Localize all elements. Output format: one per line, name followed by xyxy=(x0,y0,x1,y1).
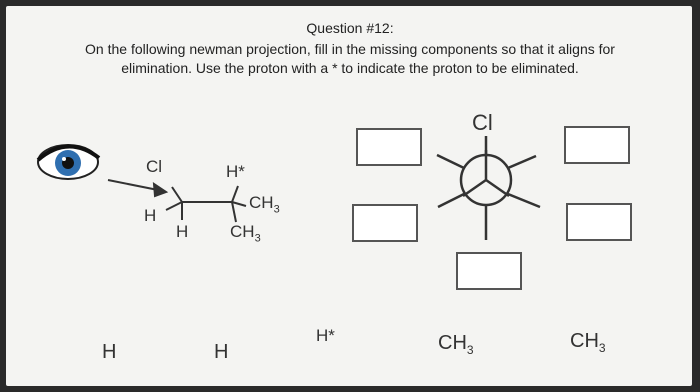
instruction-line-2: elimination. Use the proton with a * to indicate the proton to be eliminated. xyxy=(121,60,579,76)
drop-box-back-lower-left[interactable] xyxy=(352,204,418,242)
drop-box-front-upper-left[interactable] xyxy=(356,128,422,166)
answer-option-h-star[interactable] xyxy=(310,324,341,348)
sawhorse-h-left-label: H xyxy=(144,206,157,225)
drop-box-front-lower-right[interactable] xyxy=(566,203,632,241)
answer-option-h-1-text: H xyxy=(102,341,117,363)
answer-option-ch3-1[interactable] xyxy=(432,330,480,359)
sawhorse-ch3-bottom-sub: 3 xyxy=(254,232,261,245)
eye-icon xyxy=(38,145,99,179)
newman-projection xyxy=(437,136,540,240)
answer-option-ch3-2[interactable] xyxy=(564,328,612,357)
sawhorse-ch3-bottom-label xyxy=(230,222,261,244)
answer-option-h-1[interactable] xyxy=(96,339,122,366)
sawhorse-ch3-right-label xyxy=(249,193,280,215)
answer-option-h-2-text: H xyxy=(214,341,229,363)
answer-option-ch3-2-sub: 3 xyxy=(598,341,606,355)
instruction-line-1: On the following newman projection, fill in the missing components so that it aligns for xyxy=(85,41,615,57)
sawhorse-ch3-right-sub: 3 xyxy=(273,203,280,216)
sawhorse-h-bottom-label: H xyxy=(176,222,189,241)
answer-option-h-2[interactable] xyxy=(208,339,234,366)
answer-option-ch3-1-text: CH xyxy=(438,332,467,354)
view-arrow xyxy=(108,180,166,196)
sawhorse-ch3-right-text: CH xyxy=(249,193,274,212)
newman-cl-label: Cl xyxy=(472,110,493,135)
drop-box-back-upper-right[interactable] xyxy=(564,126,630,164)
sawhorse-h-star-label: H* xyxy=(226,162,245,181)
question-title: Question #12: xyxy=(306,20,394,36)
sawhorse-cl-label: Cl xyxy=(146,157,163,176)
sawhorse-ch3-bottom-text: CH xyxy=(230,222,255,241)
sawhorse-bonds xyxy=(166,186,246,222)
answer-option-ch3-2-text: CH xyxy=(570,330,599,352)
answer-option-h-star-text: H* xyxy=(316,326,335,345)
answer-option-ch3-1-sub: 3 xyxy=(466,343,474,357)
drop-box-back-bottom[interactable] xyxy=(456,252,522,290)
